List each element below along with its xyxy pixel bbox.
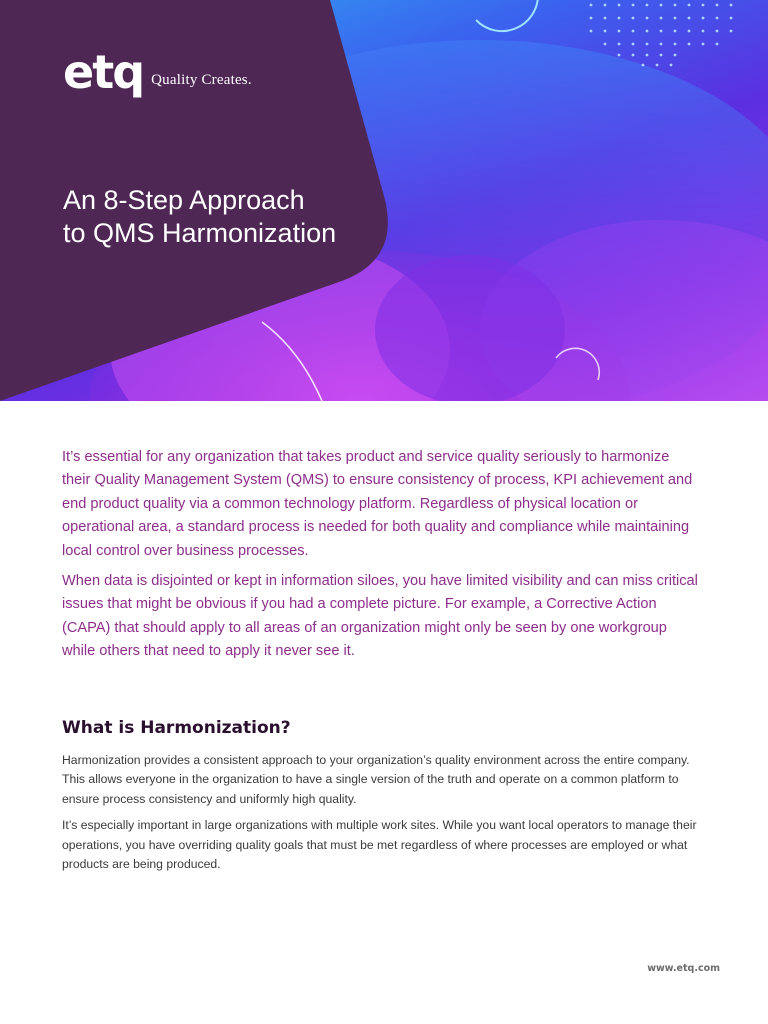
- body-paragraph-2: It’s especially important in large organizations with multiple work sites. While you want local operators to manage their operations, you have overriding quality goals that must be met regardless of where processes are employed or what products are being produced.: [62, 818, 697, 872]
- intro-section: [62, 446, 698, 671]
- title-line-2: to QMS Harmonization: [63, 218, 337, 248]
- cyan-arc: [476, 0, 538, 31]
- body-paragraph-1: Harmonization provides a consistent approach to your organization’s quality environment across the entire company. This allows everyone in the organization to have a single version of the truth and operate on a common platform to ensure process consistency and uniformly high quality.: [62, 753, 690, 806]
- dark-blob: [375, 255, 565, 401]
- intro-paragraph-2: When data is disjointed or kept in information siloes, you have limited visibility and can miss critical issues that might be obvious if you had a complete picture. For example, a Corrective Action (CAPA) that should apply to all areas of an organization might only be seen by one workgroup while others that need to apply it never see it.: [62, 573, 698, 660]
- logo-wordmark: etq: [63, 45, 144, 99]
- etq-logo[interactable]: [63, 45, 252, 99]
- title-line-1: An 8-Step Approach: [63, 185, 305, 215]
- logo-tagline: Quality Creates.: [151, 72, 252, 88]
- section-heading: What is Harmonization?: [62, 718, 291, 738]
- footer-website-link[interactable]: www.etq.com: [647, 963, 720, 974]
- section-body: [62, 751, 702, 881]
- intro-paragraph-1: It’s essential for any organization that takes product and service quality seriously to harmonize their Quality Management System (QMS) to ensure consistency of process, KPI achievement and end product quality via a common technology platform. Regardless of physical location or operational area, a standard process is needed for both quality and compliance while maintaining local control over business processes.: [62, 449, 693, 559]
- hero-banner: [0, 0, 768, 401]
- page-title: [63, 184, 383, 250]
